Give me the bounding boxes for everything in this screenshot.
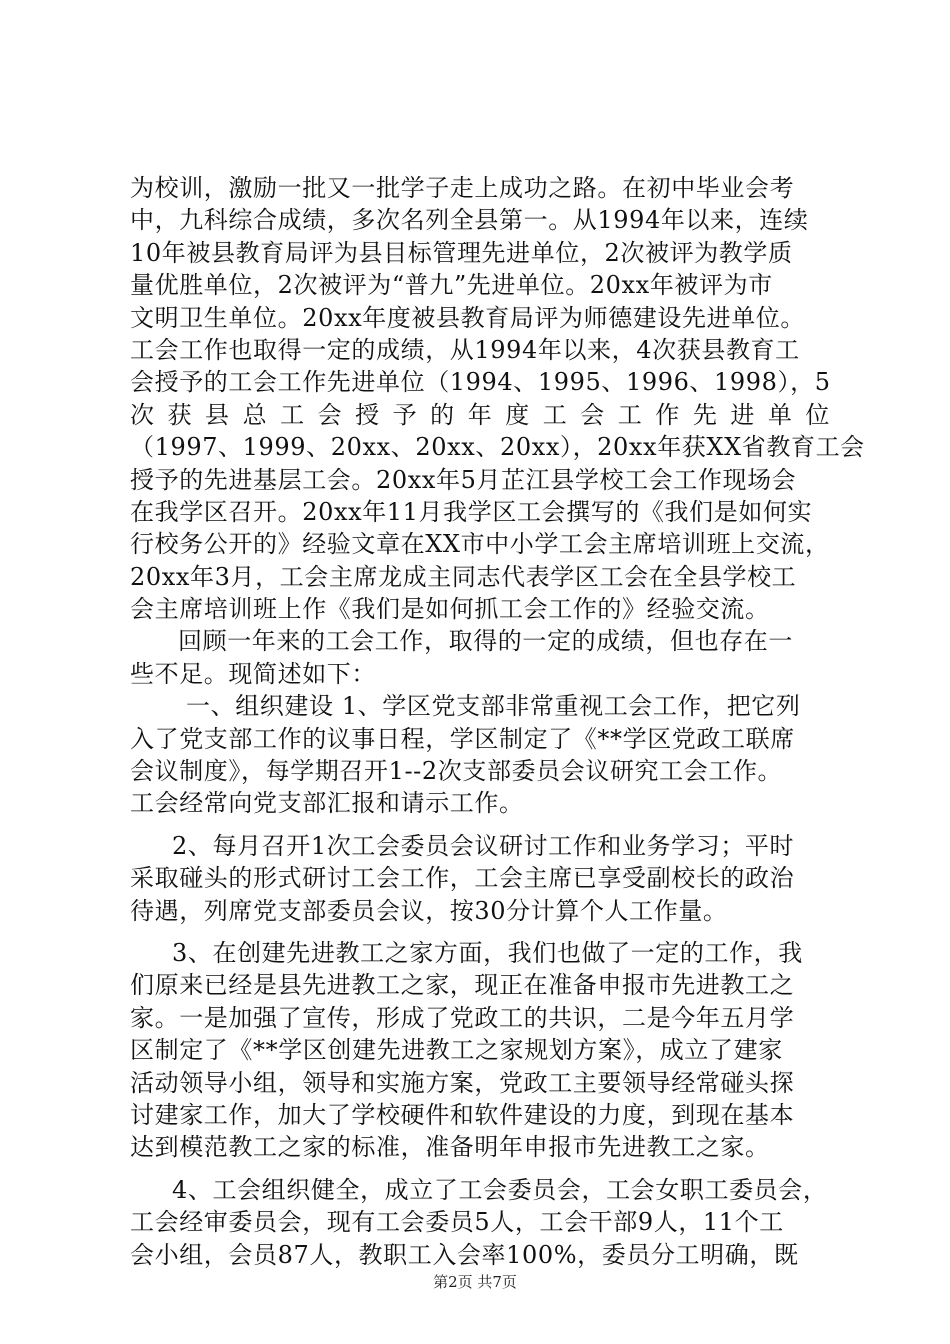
paragraph-1-line: 20xx年3月，工会主席龙成主同志代表学区工会在全县学校工 (130, 562, 797, 591)
paragraph-6-line: 4、工会组织健全，成立了工会委员会，工会女职工委员会， (172, 1175, 828, 1204)
paragraph-1-line: 次获县总工会授予的年度工会工作先进单位 (130, 400, 830, 429)
page-number: 第2页 共7页 (433, 1273, 517, 1291)
paragraph-6-line: 会小组，会员87人，教职工入会率100%，委员分工明确，既 (130, 1240, 799, 1269)
paragraph-3-line: 入了党支部工作的议事日程，学区制定了《**学区党政工联席 (130, 724, 795, 753)
paragraph-1-line: 量优胜单位，2次被评为“普九”先进单位。20xx年被评为市 (130, 271, 773, 300)
paragraph-spacer (130, 1164, 830, 1174)
paragraph-1-line: 授予的先进基层工会。20xx年5月芷江县学校工会工作现场会 (130, 465, 797, 494)
paragraph-3-line: 会议制度》，每学期召开1--2次支部委员会议研究工会工作。 (130, 757, 783, 786)
paragraph-1-line: 文明卫生单位。20xx年度被县教育局评为师德建设先进单位。 (130, 303, 806, 332)
paragraph-1-line: 会授予的工会工作先进单位（1994、1995、1996、1998），5 (130, 368, 831, 397)
paragraph-1-line: 会主席培训班上作《我们是如何抓工会工作的》经验交流。 (130, 595, 770, 624)
paragraph-spacer (130, 820, 830, 830)
paragraph-3-line: 一、组织建设 1、学区党支部非常重视工会工作，把它列 (186, 692, 801, 721)
paragraph-1-line: 10年被县教育局评为县目标管理先进单位，2次被评为教学质 (130, 238, 793, 267)
paragraph-1-line: 在我学区召开。20xx年11月我学区工会撰写的《我们是如何实 (130, 497, 813, 526)
paragraph-4-line: 2、每月召开1次工会委员会议研讨工作和业务学习；平时 (172, 831, 795, 860)
paragraph-5-line: 活动领导小组，领导和实施方案，党政工主要领导经常碰头探 (130, 1068, 795, 1097)
paragraph-5-line: 家。一是加强了宣传，形成了党政工的共识，二是今年五月学 (130, 1003, 795, 1032)
paragraph-1-line: （1997、1999、20xx、20xx、20xx），20xx年获XX省教育工会 (130, 433, 865, 462)
paragraph-1-line: 中，九科综合成绩，多次名列全县第一。从1994年以来，连续 (130, 206, 809, 235)
paragraph-1-line: 为校训，激励一批又一批学子走上成功之路。在初中毕业会考 (130, 174, 795, 202)
paragraph-6-line: 工会经审委员会，现有工会委员5人，工会干部9人，11个工 (130, 1208, 784, 1237)
document-body (130, 172, 865, 1271)
paragraph-spacer (130, 927, 830, 937)
paragraph-3-line: 工会经常向党支部汇报和请示工作。 (130, 789, 524, 818)
paragraph-5-line: 达到模范教工之家的标准，准备明年申报市先进教工之家。 (130, 1133, 770, 1162)
paragraph-2-line: 回顾一年来的工会工作，取得的一定的成绩，但也存在一 (178, 627, 793, 656)
paragraph-5-line: 讨建家工作，加大了学校硬件和软件建设的力度，到现在基本 (130, 1100, 795, 1129)
paragraph-1-line: 工会工作也取得一定的成绩，从1994年以来，4次获县教育工 (130, 335, 800, 364)
paragraph-4-line: 采取碰头的形式研讨工会工作，工会主席已享受副校长的政治 (130, 864, 795, 893)
paragraph-5-line: 3、在创建先进教工之家方面，我们也做了一定的工作，我 (172, 938, 803, 967)
paragraph-5-line: 区制定了《**学区创建先进教工之家规划方案》，成立了建家 (130, 1036, 783, 1065)
page-footer (0, 1271, 950, 1292)
paragraph-2-line: 些不足。现简述如下： (130, 659, 376, 688)
paragraph-1-line: 行校务公开的》经验文章在XX市中小学工会主席培训班上交流， (130, 530, 830, 559)
paragraph-4-line: 待遇，列席党支部委员会议，按30分计算个人工作量。 (130, 896, 728, 925)
paragraph-5-line: 们原来已经是县先进教工之家，现正在准备申报市先进教工之 (130, 971, 795, 1000)
